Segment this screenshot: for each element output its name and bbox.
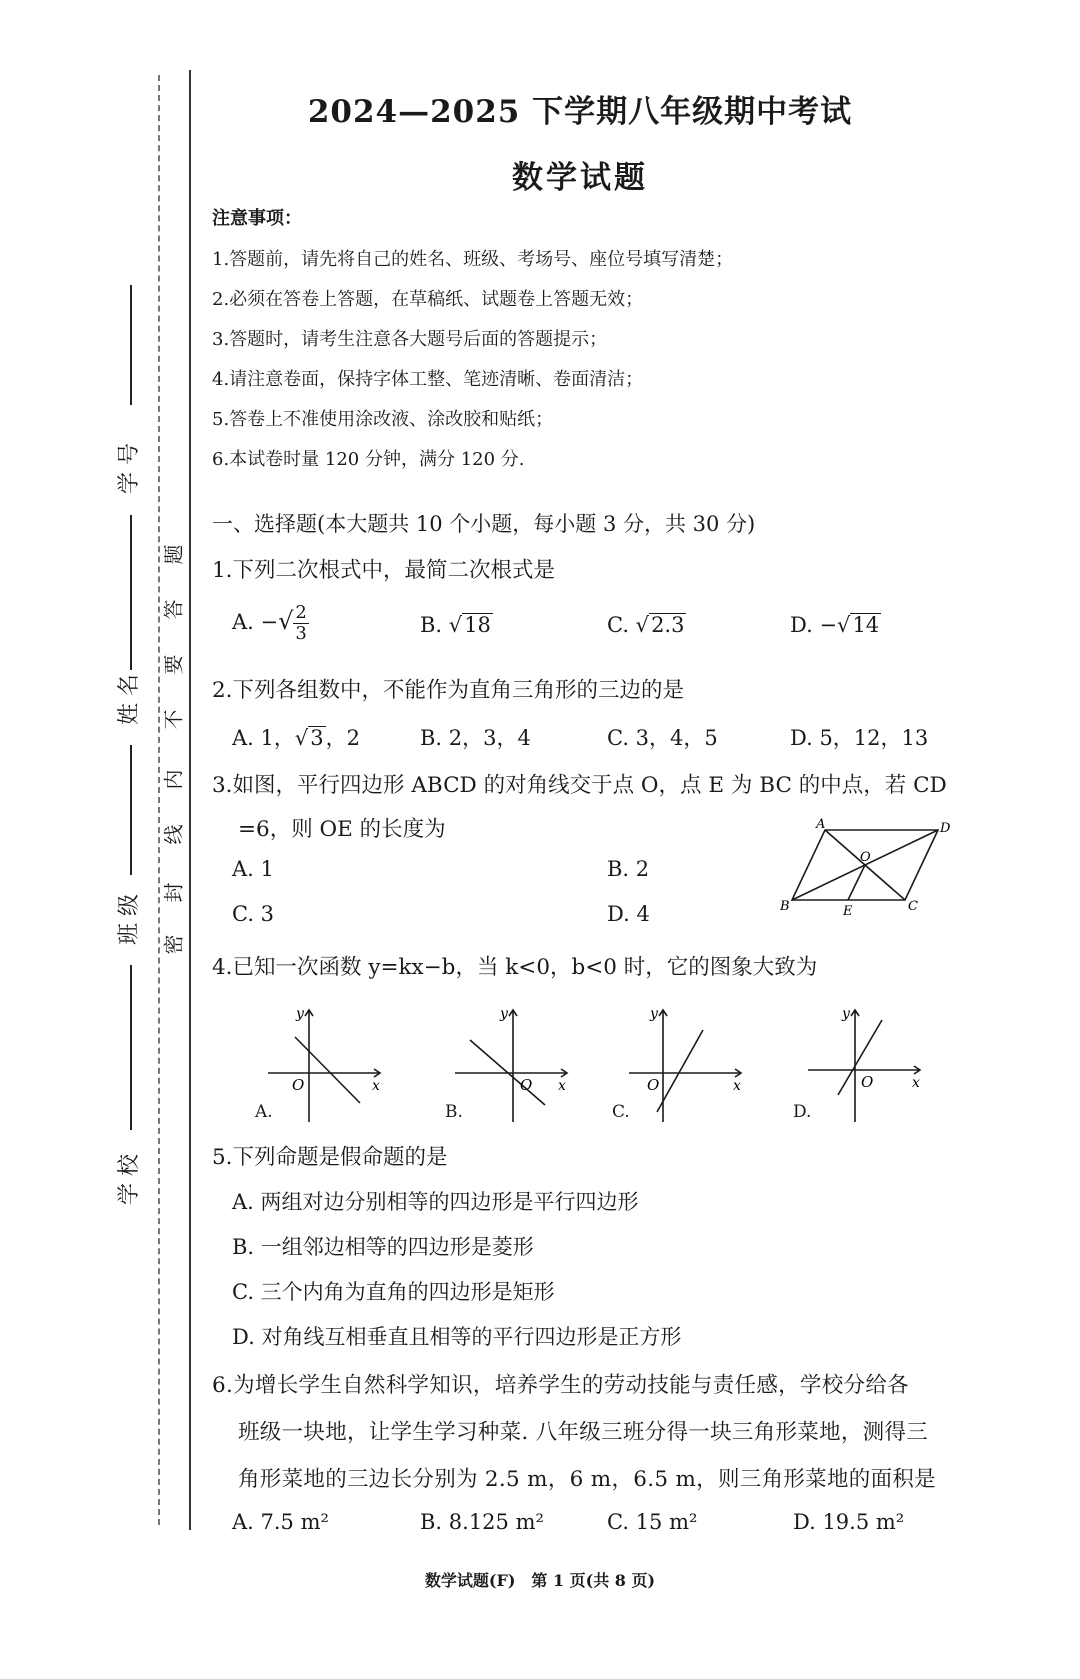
question-1-stem: 1.下列二次根式中，最简二次根式是 bbox=[212, 558, 556, 583]
seal-char: 要 bbox=[161, 654, 186, 675]
seal-char: 内 bbox=[161, 769, 186, 790]
seal-char: 线 bbox=[161, 824, 186, 845]
q4-option-c: C. bbox=[612, 1102, 630, 1122]
figure-label-b: B bbox=[780, 899, 790, 914]
origin-label: O bbox=[292, 1076, 305, 1094]
q1-option-d: D. −√14 bbox=[790, 613, 880, 637]
label-name: 姓 名 bbox=[117, 674, 142, 725]
q3-option-a: A. 1 bbox=[232, 857, 274, 881]
q5-option-d: D. 对角线互相垂直且相等的平行四边形是正方形 bbox=[232, 1325, 682, 1349]
origin-label: O bbox=[647, 1076, 660, 1094]
q2-option-a: A. 1，√3，2 bbox=[232, 726, 361, 750]
q2-option-d: D. 5，12，13 bbox=[790, 726, 929, 750]
question-6-line3: 角形菜地的三边长分别为 2.5 m，6 m，6.5 m，则三角形菜地的面积是 bbox=[238, 1467, 936, 1492]
q2-option-b: B. 2，3，4 bbox=[420, 726, 531, 750]
note-item: 1.答题前，请先将自己的姓名、班级、考场号、座位号填写清楚； bbox=[212, 249, 734, 270]
note-item: 4.请注意卷面，保持字体工整、笔迹清晰、卷面清洁； bbox=[212, 369, 644, 390]
q3-option-c: C. 3 bbox=[232, 902, 275, 926]
y-axis-label: y bbox=[296, 1006, 304, 1022]
label-school: 学 校 bbox=[117, 1154, 142, 1205]
note-item: 2.必须在答卷上答题，在草稿纸、试题卷上答题无效； bbox=[212, 289, 644, 310]
page-footer: 数学试题(F) 第 1 页(共 8 页) bbox=[424, 1571, 656, 1590]
q3-option-d: D. 4 bbox=[607, 902, 650, 926]
y-axis-label: y bbox=[500, 1006, 508, 1022]
section-heading: 一、选择题(本大题共 10 个小题，每小题 3 分，共 30 分) bbox=[212, 512, 756, 536]
school-blank bbox=[130, 965, 132, 1130]
y-axis-label: y bbox=[842, 1006, 850, 1022]
x-axis-label: x bbox=[558, 1078, 566, 1094]
q5-option-a: A. 两组对边分别相等的四边形是平行四边形 bbox=[232, 1190, 639, 1214]
question-3-stem-line2: =6，则 OE 的长度为 bbox=[238, 817, 446, 842]
q3-option-b: B. 2 bbox=[607, 857, 650, 881]
question-4-stem: 4.已知一次函数 y=kx−b，当 k<0，b<0 时，它的图象大致为 bbox=[212, 955, 818, 980]
q1-option-c: C. √2.3 bbox=[607, 613, 685, 637]
figure-label-c: C bbox=[908, 899, 918, 914]
origin-label: O bbox=[520, 1076, 533, 1094]
q5-option-c: C. 三个内角为直角的四边形是矩形 bbox=[232, 1280, 555, 1304]
figure-label-o: O bbox=[860, 850, 871, 865]
q4-option-a: A. bbox=[255, 1102, 273, 1122]
name-blank bbox=[130, 515, 132, 670]
q1-option-b: B. √18 bbox=[420, 613, 491, 637]
seal-char: 答 bbox=[161, 599, 186, 620]
q4-graph-c bbox=[615, 1000, 765, 1125]
q1-option-a: A. −√ $\frac{2}{3}$ bbox=[232, 602, 307, 644]
seal-char: 密 bbox=[161, 934, 186, 955]
q6-option-a: A. 7.5 m² bbox=[232, 1510, 329, 1534]
seal-char: 封 bbox=[161, 882, 186, 903]
x-axis-label: x bbox=[372, 1078, 380, 1094]
label-student-id: 学 号 bbox=[117, 443, 142, 494]
class-blank bbox=[130, 745, 132, 875]
note-item: 5.答卷上不准使用涂改液、涂改胶和贴纸； bbox=[212, 409, 554, 430]
note-item: 3.答题时，请考生注意各大题号后面的答题提示； bbox=[212, 329, 608, 350]
q4-option-d: D. bbox=[793, 1102, 812, 1122]
notes-heading: 注意事项： bbox=[212, 208, 302, 229]
q6-option-b: B. 8.125 m² bbox=[420, 1510, 544, 1534]
q4-option-b: B. bbox=[445, 1102, 463, 1122]
figure-label-e: E bbox=[843, 904, 853, 918]
seal-char: 题 bbox=[161, 544, 186, 565]
exam-subtitle: 数学试题 bbox=[512, 160, 648, 196]
x-axis-label: x bbox=[733, 1078, 741, 1094]
question-2-stem: 2.下列各组数中，不能作为直角三角形的三边的是 bbox=[212, 678, 685, 703]
q4-graph-d bbox=[800, 1000, 950, 1125]
note-item: 6.本试卷时量 120 分钟，满分 120 分. bbox=[212, 449, 525, 470]
student-id-blank bbox=[130, 285, 132, 405]
q5-option-b: B. 一组邻边相等的四边形是菱形 bbox=[232, 1235, 534, 1259]
x-axis-label: x bbox=[912, 1075, 920, 1091]
label-class: 班 级 bbox=[117, 894, 142, 945]
question-6-line2: 班级一块地，让学生学习种菜. 八年级三班分得一块三角形菜地，测得三 bbox=[238, 1420, 929, 1445]
figure-label-a: A bbox=[816, 818, 826, 832]
question-6-line1: 6.为增长学生自然科学知识，培养学生的劳动技能与责任感，学校分给各 bbox=[212, 1373, 909, 1398]
parallelogram-figure bbox=[780, 818, 950, 918]
q6-option-c: C. 15 m² bbox=[607, 1510, 698, 1534]
origin-label: O bbox=[861, 1073, 874, 1091]
seal-char: 不 bbox=[161, 709, 186, 730]
figure-label-d: D bbox=[940, 821, 950, 836]
question-5-stem: 5.下列命题是假命题的是 bbox=[212, 1145, 448, 1170]
question-3-stem-line1: 3.如图，平行四边形 ABCD 的对角线交于点 O，点 E 为 BC 的中点，若 CD bbox=[212, 773, 947, 798]
q6-option-d: D. 19.5 m² bbox=[793, 1510, 905, 1534]
binding-solid-line bbox=[189, 70, 191, 1530]
q4-graph-b bbox=[445, 1000, 595, 1125]
q2-option-c: C. 3，4，5 bbox=[607, 726, 718, 750]
binding-dashed-line bbox=[158, 75, 160, 1525]
y-axis-label: y bbox=[650, 1006, 658, 1022]
exam-title: 2024—2025 下学期八年级期中考试 bbox=[307, 94, 853, 130]
